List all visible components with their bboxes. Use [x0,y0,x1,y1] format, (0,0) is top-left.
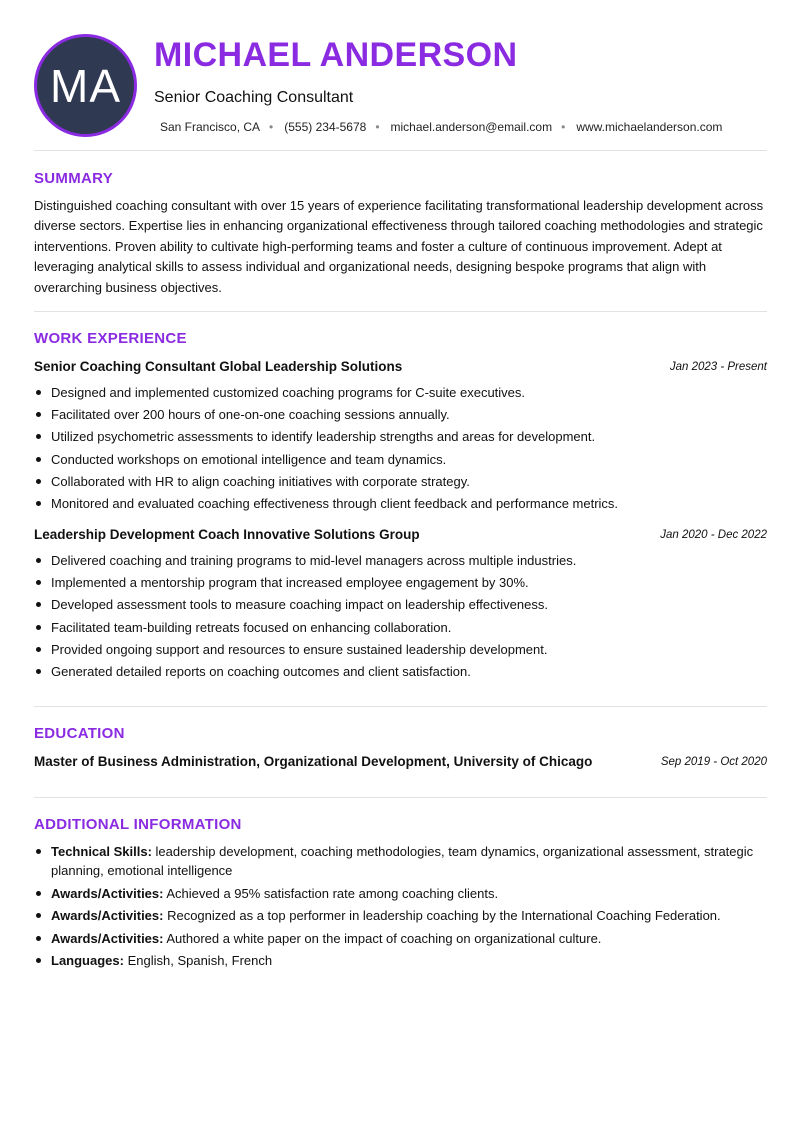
avatar-initials: MA [50,59,121,112]
info-label: Languages: [51,953,124,968]
candidate-headline: Senior Coaching Consultant [154,89,354,106]
avatar [34,34,137,137]
info-label: Technical Skills: [51,844,152,859]
info-label: Awards/Activities: [51,885,164,901]
summary-heading: SUMMARY [34,170,114,187]
resume-header [34,34,767,138]
work-experience-heading: WORK EXPERIENCE [34,330,187,347]
section-divider [34,311,767,312]
list-item: Monitored and evaluated coaching effectiveness through client feedback and performance metrics. [34,495,767,517]
list-item: Utilized psychometric assessments to identify leadership strengths and areas for development. [34,428,767,450]
contact-line [160,121,722,133]
job-header [34,527,767,543]
additional-info-list [34,842,767,974]
list-item: Developed assessment tools to measure coaching impact on leadership effectiveness. [34,596,767,618]
list-item [34,929,767,948]
contact-website[interactable]: www.michaelanderson.com [576,120,723,134]
list-item [34,884,767,903]
additional-info-heading: ADDITIONAL INFORMATION [34,816,242,833]
info-text: leadership development, coaching methodologies, team dynamics, organizational assessment, strategic planning, emotional intelligence [51,844,754,878]
education-entry [34,753,767,771]
separator-dot-icon: • [269,120,274,134]
section-divider [34,150,767,151]
education-heading: EDUCATION [34,725,125,742]
summary-text: Distinguished coaching consultant with over 15 years of experience facilitating transformational leadership development across diverse sectors. Expertise lies in enhancing organizational effectiveness through tailored coaching methodologies and strategic interventions. Proven ability to cultivate high-performing teams and foster a culture of continuous improvement. Adept at leveraging analytical skills to assess individual and organizational needs, designing bespoke programs that align with overarching business objectives. [34,198,764,295]
separator-dot-icon: • [561,120,566,134]
list-item: Designed and implemented customized coaching programs for C-suite executives. [34,384,767,406]
job-header [34,359,767,375]
job-dates: Jan 2020 - Dec 2022 [660,529,767,541]
list-item: Facilitated over 200 hours of one-on-one coaching sessions annually. [34,406,767,428]
list-item: Conducted workshops on emotional intelligence and team dynamics. [34,451,767,473]
list-item: Provided ongoing support and resources to ensure sustained leadership development. [34,641,767,663]
info-text: Authored a white paper on the impact of coaching on organizational culture. [163,930,602,946]
info-text: Recognized as a top performer in leadership coaching by the International Coaching Federation. [163,908,721,923]
list-item: Delivered coaching and training programs to mid-level managers across multiple industries. [34,552,767,574]
list-item [34,951,767,970]
list-item: Implemented a mentorship program that increased employee engagement by 30%. [34,574,767,596]
separator-dot-icon: • [375,120,380,134]
list-item: Generated detailed reports on coaching outcomes and client satisfaction. [34,663,767,685]
job-dates: Jan 2023 - Present [669,361,767,373]
info-text: Achieved a 95% satisfaction rate among coaching clients. [163,885,499,901]
contact-phone: (555) 234-5678 [284,120,367,134]
job-title-company: Leadership Development Coach Innovative Solutions Group [34,527,420,542]
list-item [34,842,767,880]
job-bullet-list [34,552,767,685]
info-text: English, Spanish, French [123,953,273,968]
info-label: Awards/Activities: [51,930,164,946]
job-title-company: Senior Coaching Consultant Global Leadership Solutions [34,359,403,374]
list-item: Facilitated team-building retreats focused on enhancing collaboration. [34,619,767,641]
education-degree: Master of Business Administration, Organizational Development, University of Chicago [34,754,593,769]
candidate-name: MICHAEL ANDERSON [154,36,518,74]
contact-location: San Francisco, CA [160,120,261,134]
list-item: Collaborated with HR to align coaching initiatives with corporate strategy. [34,473,767,495]
education-dates: Sep 2019 - Oct 2020 [660,756,767,768]
info-label: Awards/Activities: [51,908,164,923]
section-divider [34,706,767,707]
job-bullet-list [34,384,767,517]
section-divider [34,797,767,798]
list-item [34,906,767,925]
contact-email[interactable]: michael.anderson@email.com [390,120,553,134]
